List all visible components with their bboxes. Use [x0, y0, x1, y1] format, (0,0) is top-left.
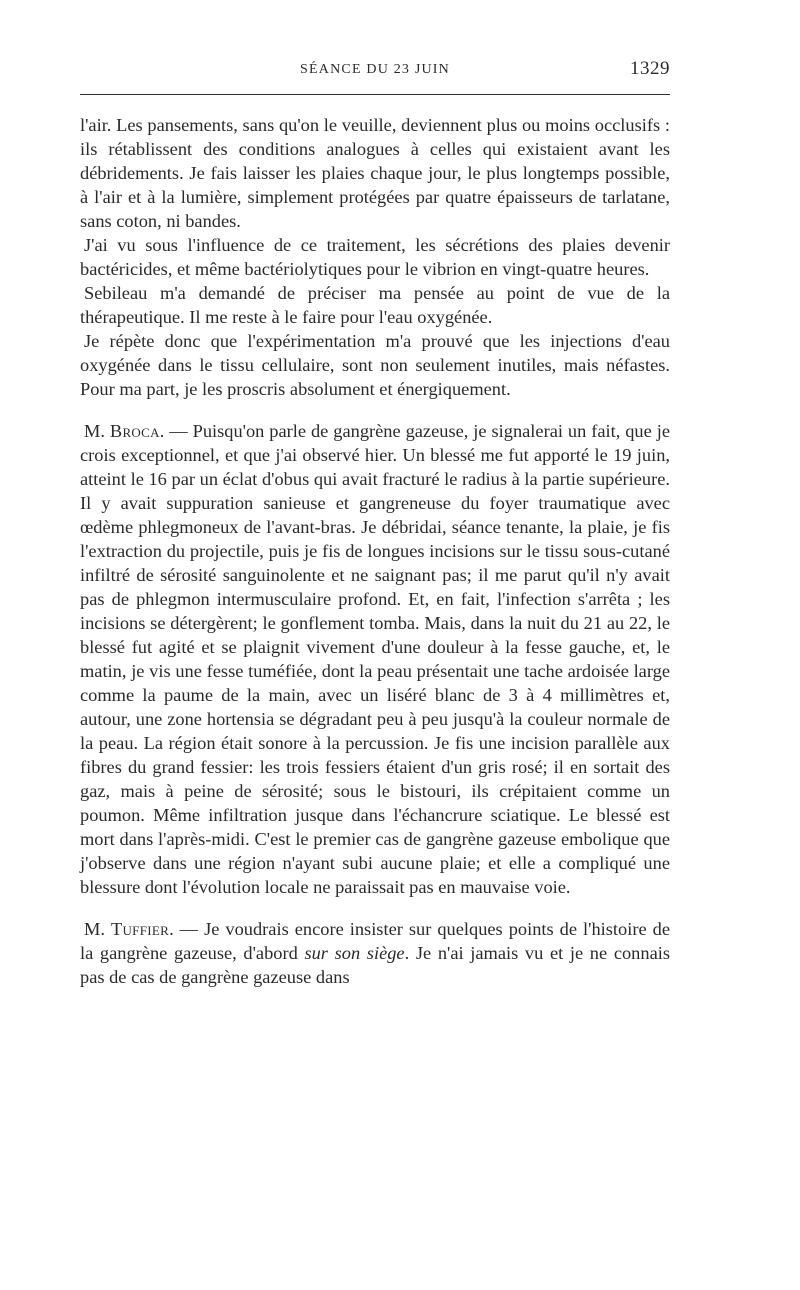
- speaker-prefix: M.: [84, 919, 111, 939]
- speaker-name: Broca: [109, 421, 160, 441]
- paragraph-text: Je répète donc que l'expérimentation m'a prouvé que les injections d'eau oxygénée dans le tissu cellulaire, sont non seulement inutiles, mais néfastes. Pour ma part, je les proscris absolument et énergiquement.: [80, 331, 670, 399]
- running-title: SÉANCE DU 23 JUIN: [300, 62, 450, 77]
- speaker-name: Tuffier: [110, 919, 170, 939]
- paragraph-tuffier: [80, 917, 670, 989]
- running-head: [80, 56, 670, 84]
- paragraph-text: . — Puisqu'on parle de gangrène gazeuse, je signalerai un fait, que je crois exceptionnel, et que j'ai observé hier. Un blessé me fut apporté le 19 juin, atteint le 16 par un éclat d'obus qui avait fracturé le radius à la partie supérieure. Il y avait suppuration sanieuse et gangreneuse du foyer traumatique avec œdème phlegmoneux de l'avant-bras. Je débridai, séance tenante, la plaie, je fis l'extraction du projectile, puis je fis de longues incisions sur le tissu sous-cutané infiltré de sérosité sanguinolente et ne saignant pas; il me parut qu'il n'y avait pas de phlegmon intermusculaire profond. Et, en fait, l'infection s'arrêta ; les incisions se détergèrent; le gonflement tomba. Mais, dans la nuit du 21 au 22, le blessé fut agité et se plaignit vivement d'une douleur à la fesse gauche, et, le matin, je vis une fesse tuméfiée, dont la peau présentait une tache ardoisée large comme la paume de la main, avec un liséré blanc de 3 à 4 millimètres et, autour, une zone hortensia se dégradant peu à peu jusqu'à la couleur normale de la peau. La région était sonore à la percussion. Je fis une incision parallèle aux fibres du grand fessier: les trois fessiers étaient d'un gris rosé; il en sortait des gaz, mais à peine de sérosité; sous le bistouri, ils crépitaient comme un poumon. Même infiltration jusque dans l'échancrure sciatique. Le blessé est mort dans l'après-midi. C'est le premier cas de gangrène gazeuse embolique que j'observe dans une région n'ayant subi aucune plaie; et elle a compliqué une blessure dont l'évolution locale ne paraissait pas en mauvaise voie.: [80, 421, 670, 897]
- speaker-prefix: M.: [84, 421, 110, 441]
- body-text: [80, 113, 670, 989]
- emphasis-text: sur son siège: [304, 943, 405, 963]
- paragraph: [80, 281, 670, 329]
- page-number: 1329: [630, 58, 670, 79]
- paragraph-text: . — Je voudrais encore insister sur quelques points de l'histoire de la gangrène gazeuse, d'abord: [80, 919, 670, 963]
- paragraph: [80, 329, 670, 401]
- paragraph-text: J'ai vu sous l'influence de ce traitement, les sécrétions des plaies devenir bactéricides, et même bactériolytiques pour le vibrion en vingt-quatre heures.: [80, 235, 670, 279]
- header-rule: [80, 94, 670, 95]
- page: [80, 56, 670, 989]
- paragraph-text: . Je n'ai jamais vu et je ne connais pas de cas de gangrène gazeuse dans: [80, 943, 670, 987]
- paragraph: [80, 233, 670, 281]
- paragraph-continuation: [80, 113, 670, 233]
- paragraph-text: Sebileau m'a demandé de préciser ma pensée au point de vue de la thérapeutique. Il me reste à le faire pour l'eau oxygénée.: [80, 283, 670, 327]
- paragraph-broca: [80, 419, 670, 899]
- paragraph-text: l'air. Les pansements, sans qu'on le veuille, deviennent plus ou moins occlusifs : ils rétablissent des conditions analogues à celles qui existaient avant les débridements. Je fais laisser les plaies chaque jour, le plus longtemps possible, à l'air et à la lumière, simplement protégées par quatre épaisseurs de tarlatane, sans coton, ni bandes.: [80, 115, 670, 231]
